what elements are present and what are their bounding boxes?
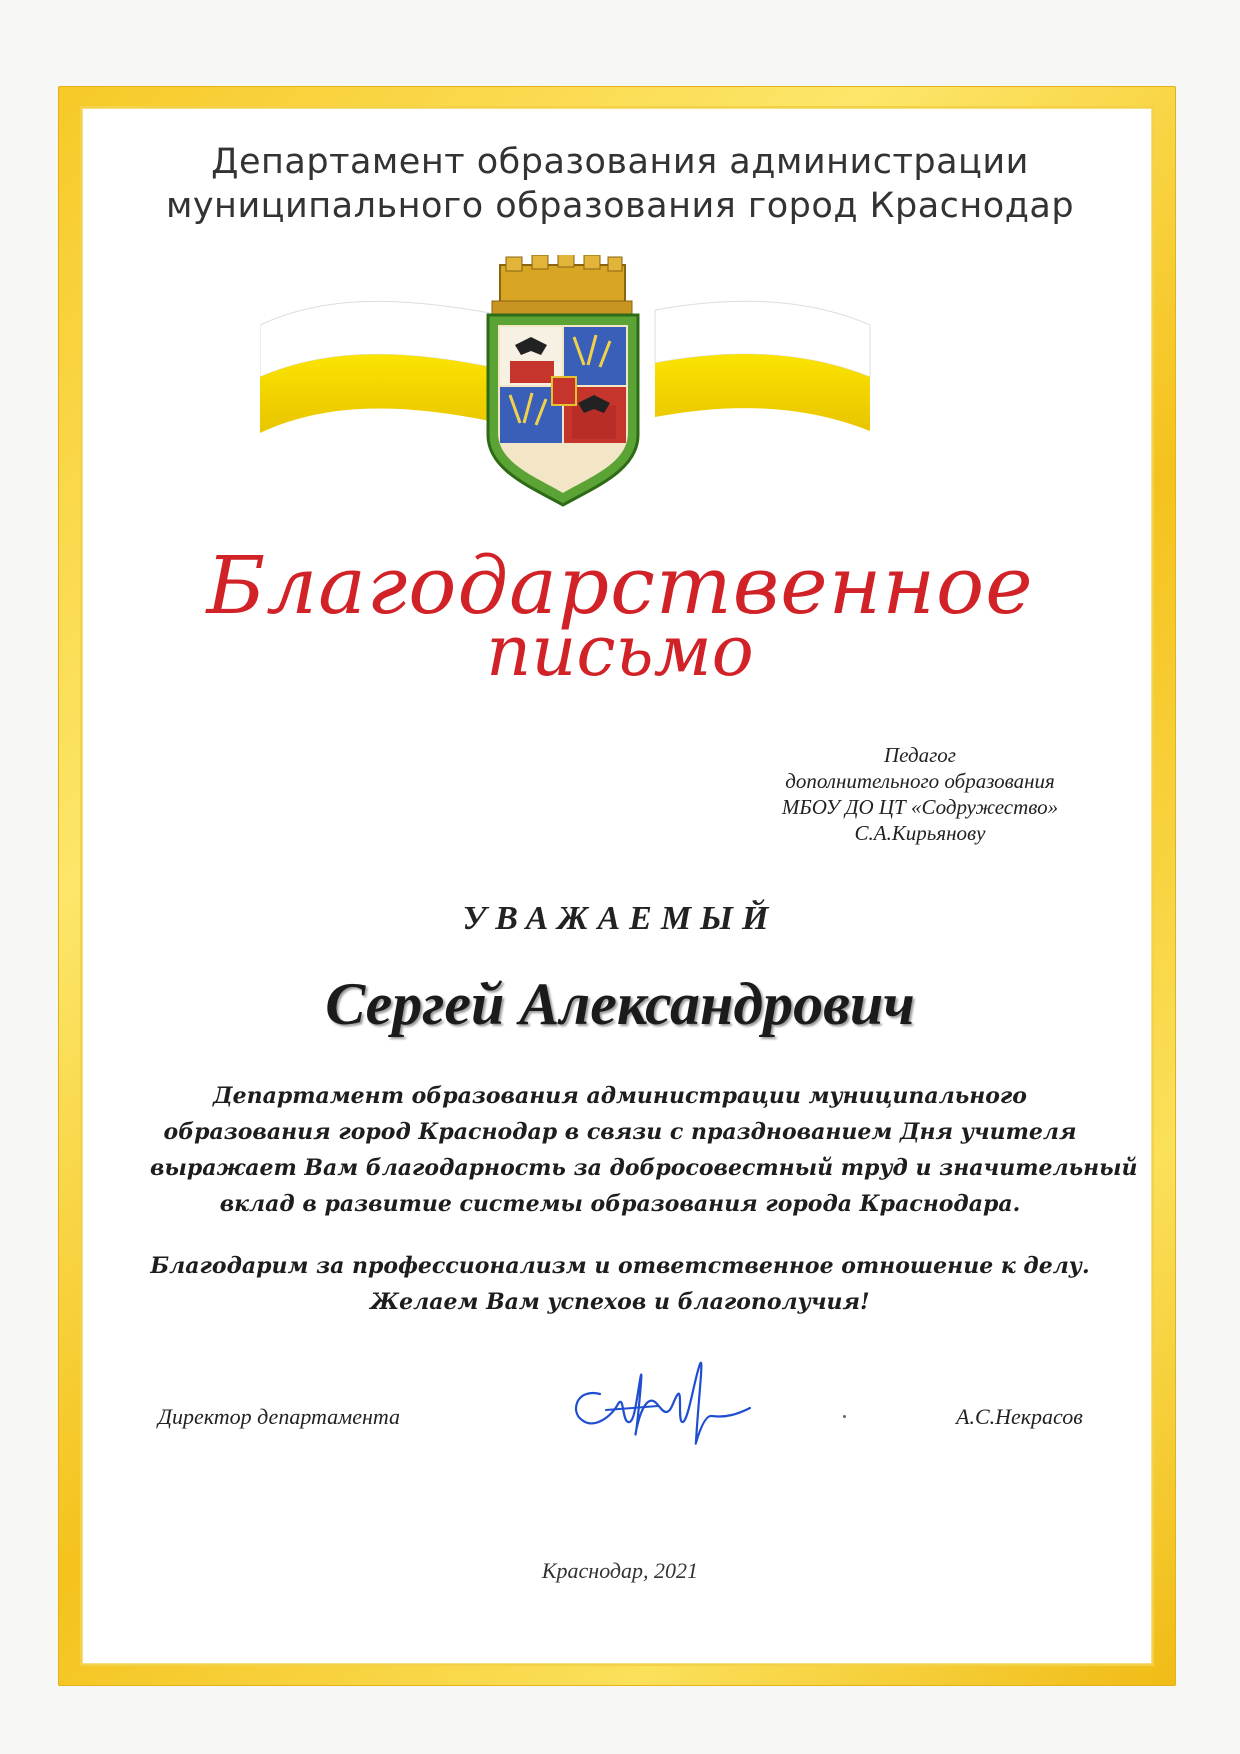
- salutation: УВАЖАЕМЫЙ: [462, 900, 778, 937]
- title-line-2: письмо: [486, 610, 754, 692]
- left-flag: [260, 301, 490, 433]
- ink-dot: [843, 1415, 846, 1418]
- issuer-line-1: Департамент образования администрации: [211, 142, 1029, 182]
- krasnodar-coat-of-arms-icon: [260, 255, 980, 515]
- signer-role: Директор департамента: [158, 1404, 401, 1429]
- title-line-1: Благодарственное: [206, 539, 1034, 632]
- handwritten-signature-icon: [566, 1350, 751, 1455]
- closing-line: Благодарим за профессионализм и ответственное отношение к делу.: [150, 1253, 1090, 1279]
- issuer-header: [120, 140, 1120, 228]
- closing-paragraph: [150, 1248, 1090, 1320]
- signer-name: А.С.Некрасов: [956, 1404, 1083, 1429]
- addressee-line: С.А.Кирьянову: [854, 821, 986, 845]
- body-paragraph: [150, 1078, 1138, 1222]
- emblem-with-flags: [260, 255, 980, 515]
- document-title: [100, 539, 1140, 692]
- right-flag: [655, 301, 870, 431]
- recipient-name: Сергей Александрович: [325, 971, 915, 1037]
- shield: [488, 315, 638, 505]
- addressee-line: дополнительного образования: [785, 769, 1055, 793]
- place-and-year: Краснодар, 2021: [541, 1558, 699, 1583]
- issuer-line-2: муниципального образования город Краснодар: [165, 186, 1075, 226]
- body-line: вклад в развитие системы образования города Краснодара.: [219, 1191, 1021, 1217]
- crown: [492, 255, 632, 315]
- body-line: выражает Вам благодарность за добросовестный труд и значительный: [150, 1155, 1138, 1181]
- body-line: Департамент образования администрации муниципального: [213, 1083, 1027, 1109]
- body-line: образования город Краснодар в связи с празднованием Дня учителя: [163, 1119, 1077, 1145]
- closing-line: Желаем Вам успехов и благополучия!: [370, 1289, 870, 1315]
- addressee-block: [700, 742, 1140, 846]
- addressee-line: МБОУ ДО ЦТ «Содружество»: [781, 795, 1059, 819]
- addressee-line: Педагог: [884, 743, 956, 767]
